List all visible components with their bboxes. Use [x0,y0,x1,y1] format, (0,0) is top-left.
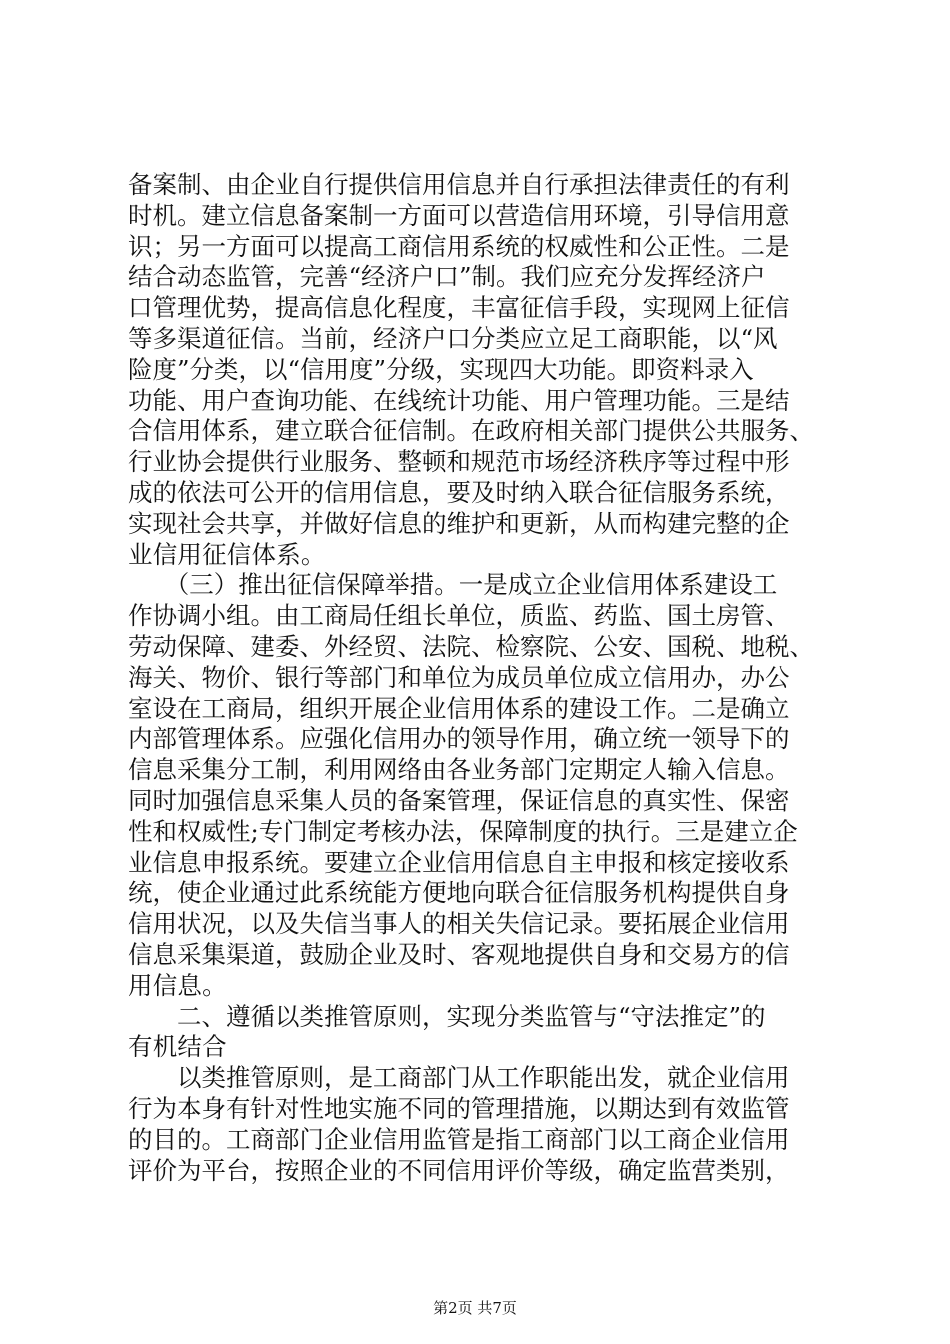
text-line: 统，使企业通过此系统能方便地向联合征信服务机构提供自身 [128,878,790,908]
text-line: 行为本身有针对性地实施不同的管理措施，以期达到有效监管 [128,1093,790,1123]
text-line: 结合动态监管，完善“经济户口”制。我们应充分发挥经济户 [128,262,766,292]
text-line: 用信息。 [128,970,227,1000]
text-line: 险度”分类，以“信用度”分级，实现四大功能。即资料录入 [128,354,754,384]
text-line: 劳动保障、建委、外经贸、法院、检察院、公安、国税、地税、 [128,631,814,661]
text-line: 性和权威性;专门制定考核办法，保障制度的执行。三是建立企 [128,816,798,846]
text-line: 以类推管原则，是工商部门从工作职能出发，就企业信用 [128,1063,790,1093]
text-line: 海关、物价、银行等部门和单位为成员单位成立信用办，办公 [128,662,790,692]
text-line: 口管理优势，提高信息化程度，丰富征信手段，实现网上征信 [128,293,790,323]
text-line: 实现社会共享，并做好信息的维护和更新，从而构建完整的企 [128,508,790,538]
text-line: 二、遵循以类推管原则，实现分类监管与“守法推定”的 [128,1001,766,1031]
text-line: 信息采集渠道，鼓励企业及时、客观地提供自身和交易方的信 [128,939,790,969]
text-line: 室设在工商局，组织开展企业信用体系的建设工作。二是确立 [128,693,790,723]
document-body [128,170,828,1186]
text-line: 功能、用户查询功能、在线统计功能、用户管理功能。三是结 [128,385,790,415]
text-line: 识；另一方面可以提高工商信用系统的权威性和公正性。二是 [128,231,790,261]
text-line: 业信息申报系统。要建立企业信用信息自主申报和核定接收系 [128,847,790,877]
text-line: 等多渠道征信。当前，经济户口分类应立足工商职能，以“风 [128,323,778,353]
text-line: 合信用体系，建立联合征信制。在政府相关部门提供公共服务、 [128,416,814,446]
text-line: 信用状况，以及失信当事人的相关失信记录。要拓展企业信用 [128,909,790,939]
text-line: 作协调小组。由工商局任组长单位，质监、药监、国土房管、 [128,601,790,631]
text-line: （三）推出征信保障举措。一是成立企业信用体系建设工 [128,570,778,600]
page-footer: 第2页 共7页 [433,1299,517,1317]
text-line: 备案制、由企业自行提供信用信息并自行承担法律责任的有利 [128,170,790,199]
text-line: 行业协会提供行业服务、整顿和规范市场经济秩序等过程中形 [128,447,790,477]
text-line: 内部管理体系。应强化信用办的领导作用，确立统一领导下的 [128,724,790,754]
text-line: 有机结合 [128,1032,227,1062]
text-line: 评价为平台，按照企业的不同信用评价等级，确定监营类别， [128,1155,790,1185]
text-line: 同时加强信息采集人员的备案管理，保证信息的真实性、保密 [128,785,790,815]
text-line: 业信用征信体系。 [128,539,326,569]
text-line: 信息采集分工制，利用网络由各业务部门定期定人输入信息。 [128,755,790,785]
text-line: 时机。建立信息备案制一方面可以营造信用环境，引导信用意 [128,200,790,230]
text-line: 的目的。工商部门企业信用监管是指工商部门以工商企业信用 [128,1124,790,1154]
text-line: 成的依法可公开的信用信息，要及时纳入联合征信服务系统， [128,477,790,507]
